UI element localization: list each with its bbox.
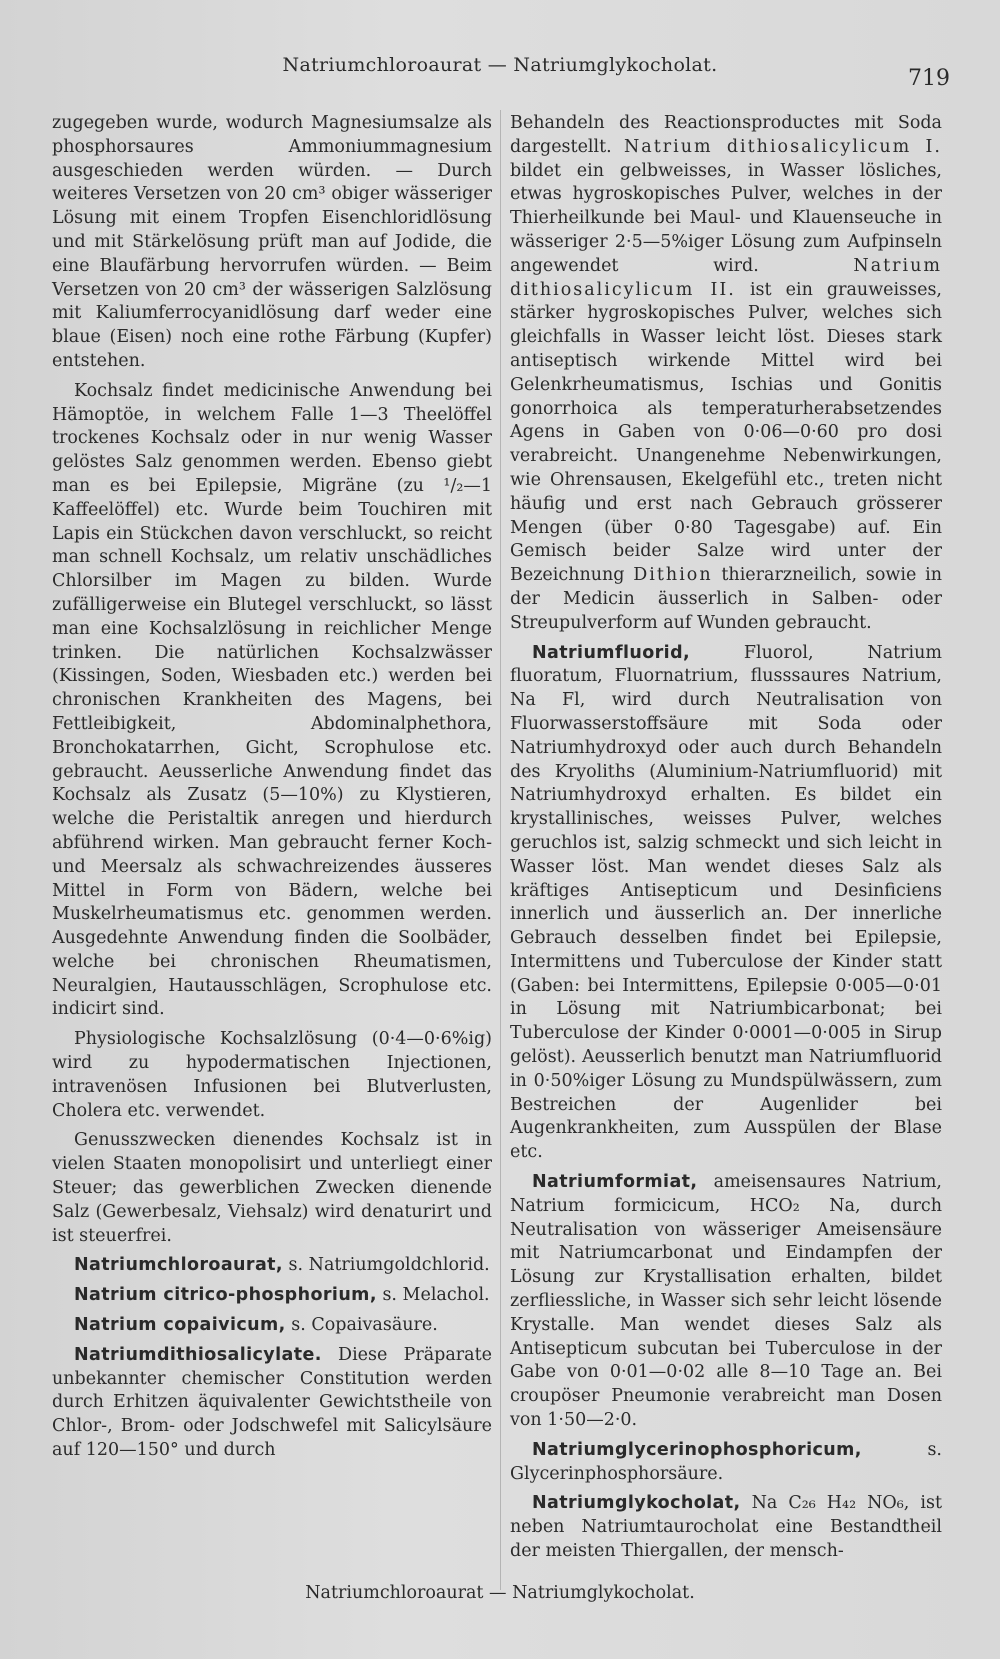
text-run: Behandeln des Reactionsproductes mit Soda dargestellt. (510, 113, 942, 157)
page-number: 719 (908, 66, 950, 91)
entry-headword: Natriumformiat, (532, 1172, 698, 1193)
bottom-caption: Natriumchloroaurat — Natriumglykocholat. (305, 1583, 695, 1603)
text-run: bildet ein gelbweisses, in Wasser lösliches, etwas hygroskopisches Pulver, welches in der Thierheilkunde bei Maul- und Klauenseuche in wässeriger 2·5—5%iger Lösung zum Aufpinseln angewendet wird. (510, 160, 942, 276)
entry-natrium-citrico-phosphorium (52, 1284, 492, 1308)
entry-headword: Natriumfluorid, (532, 642, 691, 663)
column-divider (500, 110, 501, 1590)
entry-text: s. Glycerinphosphorsäure. (510, 1439, 942, 1484)
entry-text: ameisensaures Natrium, Natrium formicicum, HCO₂ Na, durch Neutralisation von wässeriger Ameisensäure mit Natriumcarbonat und Eindampfen der Lösung zur Krystallisation erhalten, bildet zerfliessliche, in Wasser sich sehr leicht lösende Krystalle. Man wendet dieses Salz als Antisepticum subcutan bei Tuberculose in der Gabe von 0·01—0·02 alle 8—10 Tage an. Bei croupöser Pneumonie verabreicht man Dosen von 1·50—2·0. (510, 1172, 942, 1431)
left-column (52, 112, 492, 1469)
text-run: thierarzneilich, sowie in der Medicin äusserlich in Salben- oder Streupulverform auf Wunden gebraucht. (510, 565, 942, 633)
paragraph: Kochsalz findet medicinische Anwendung bei Hämoptöe, in welchem Falle 1—3 Theelöffel trockenes Kochsalz oder in nur wenig Wasser gelöstes Salz genommen werden. Ebenso giebt man es bei Epilepsie, Migräne (zu ¹/₂—1 Kaffeelöffel) etc. Wurde beim Touchiren mit Lapis ein Stückchen davon verschluckt, so reicht man schnell Kochsalz, um relativ unschädliches Chlorsilber im Magen zu bilden. Wurde zufälligerweise ein Blutegel verschluckt, so lässt man eine Kochsalzlösung in reichlicher Menge trinken. Die natürlichen Kochsalzwässer (Kissingen, Soden, Wiesbaden etc.) werden bei chronischen Krankheiten des Magens, bei Fettleibigkeit, Abdominalphethora, Bronchokatarrhen, Gicht, Scrophulose etc. gebraucht. Aeusserliche Anwendung findet das Kochsalz als Zusatz (5—10%) zu Klystieren, welche die Peristaltik anregen und hierdurch abführend wirken. Man gebraucht ferner Koch- und Meersalz als schwachreizendes äusseres Mittel in Form von Bädern, welche bei Muskelrheumatismus etc. genommen werden. Ausgedehnte Anwendung finden die Soolbäder, welche bei chronischen Rheumatismen, Neuralgien, Hautausschlägen, Scrophulose etc. indicirt sind. (52, 380, 492, 1020)
paragraph (510, 112, 942, 636)
paragraph: zugegeben wurde, wodurch Magnesiumsalze als phosphorsaures Ammoniummagnesium ausgeschieden werden würden. — Durch weiteres Versetzen von 20 cm³ obiger wässeriger Lösung mit einem Tropfen Eisenchloridlösung und mit Stärkelösung prüft man auf Jodide, die eine Blaufärbung hervorrufen würden. — Beim Versetzen von 20 cm³ der wässerigen Salzlösung mit Kaliumferrocyanidlösung darf weder eine blaue (Eisen) noch eine rothe Färbung (Kupfer) entstehen. (52, 113, 492, 371)
entry-text: s. Melachol. (376, 1285, 490, 1306)
entry-text: Diese Präparate unbekannter chemischer Constitution werden durch Erhitzen äquivalenter Gewichtstheile von Chlor-, Brom- oder Jodschwefel mit Salicylsäure auf 120—150° und durch (52, 1344, 492, 1461)
spaced-term: Dithion (633, 565, 713, 586)
entry-headword: Natrium citrico-phosphorium, (74, 1285, 377, 1306)
paragraph: Physiologische Kochsalzlösung (0·4—0·6%ig) wird zu hypodermatischen Injectionen, intravenösen Infusionen bei Blutverlusten, Cholera etc. verwendet. (52, 1029, 492, 1121)
entry-text: s. Natriumgoldchlorid. (282, 1255, 490, 1276)
entry-headword: Natriumchloroaurat, (74, 1255, 283, 1276)
spaced-term: Natrium dithiosalicylicum II. (510, 255, 942, 300)
spaced-term: Natrium dithiosalicylicum I. (623, 136, 942, 157)
entry-natriumformiat (510, 1171, 942, 1433)
entry-headword: Natrium copaivicum, (74, 1315, 286, 1336)
entry-natriumchloroaurat (52, 1254, 492, 1278)
entry-natriumfluorid (510, 642, 942, 1166)
entry-natriumdithiosalicylate (52, 1344, 492, 1463)
entry-headword: Natriumdithiosalicylate. (74, 1344, 322, 1365)
entry-natriumglykocholat (510, 1492, 942, 1563)
entry-headword: Natriumglycerinophosphoricum, (532, 1439, 862, 1460)
right-column (510, 112, 942, 1570)
entry-natrium-copaivicum (52, 1314, 492, 1338)
entry-text: s. Copaivasäure. (285, 1315, 438, 1336)
entry-text: Fluorol, Natrium fluoratum, Fluornatrium, flusssaures Natrium, Na Fl, wird durch Neutralisation von Fluorwasserstoffsäure mit Soda oder Natriumhydroxyd oder auch durch Behandeln des Kryoliths (Aluminium-Natriumfluorid) mit Natriumhydroxyd erhalten. Es bildet ein krystallinisches, weisses Pulver, welches geruchlos ist, salzig schmeckt und sich leicht in Wasser löst. Man wendet dieses Salz als kräftiges Antisepticum und Desinficiens innerlich und äusserlich an. Der innerliche Gebrauch desselben findet bei Epilepsie, Intermittens und Tuberculose der Kinder statt (Gaben: bei Intermittens, Epilepsie 0·005—0·01 in Lösung mit Natriumbicarbonat; bei Tuberculose der Kinder 0·0001—0·005 in Sirup gelöst). Aeusserlich benutzt man Natriumfluorid in 0·50%iger Lösung zu Mundspülwässern, zum Bestreichen der Augenlider bei Augenkrankheiten, zum Ausspülen der Blase etc. (510, 642, 942, 1163)
entry-natriumglycerinophosphoricum (510, 1439, 942, 1487)
entry-headword: Natriumglykocholat, (532, 1493, 741, 1514)
text-run: ist ein grauweisses, stärker hygroskopisches Pulver, welches sich gleichfalls in Wasser leicht löst. Dieses stark antiseptisch wirkende Mittel wird bei Gelenkrheumatismus, Ischias und Gonitis gonorrhoica als temperaturherabsetzendes Agens in Gaben von 0·06—0·60 pro dosi verabreicht. Unangenehme Nebenwirkungen, wie Ohrensausen, Ekelgefühl etc., treten nicht häufig und erst nach Gebrauch grösserer Mengen (über 0·80 Tagesgabe) auf. Ein Gemisch beider Salze wird unter der Bezeichnung (510, 279, 942, 586)
running-head: Natriumchloroaurat — Natriumglykocholat. (282, 54, 718, 76)
entry-text: Na C₂₆ H₄₂ NO₆, ist neben Natriumtaurocholat eine Bestandtheil der meisten Thiergallen, der mensch- (510, 1493, 942, 1562)
paragraph: Genusszwecken dienendes Kochsalz ist in vielen Staaten monopolisirt und unterliegt einer Steuer; das gewerblichen Zwecken dienende Salz (Gewerbesalz, Viehsalz) wird denaturirt und ist steuerfrei. (52, 1130, 492, 1246)
